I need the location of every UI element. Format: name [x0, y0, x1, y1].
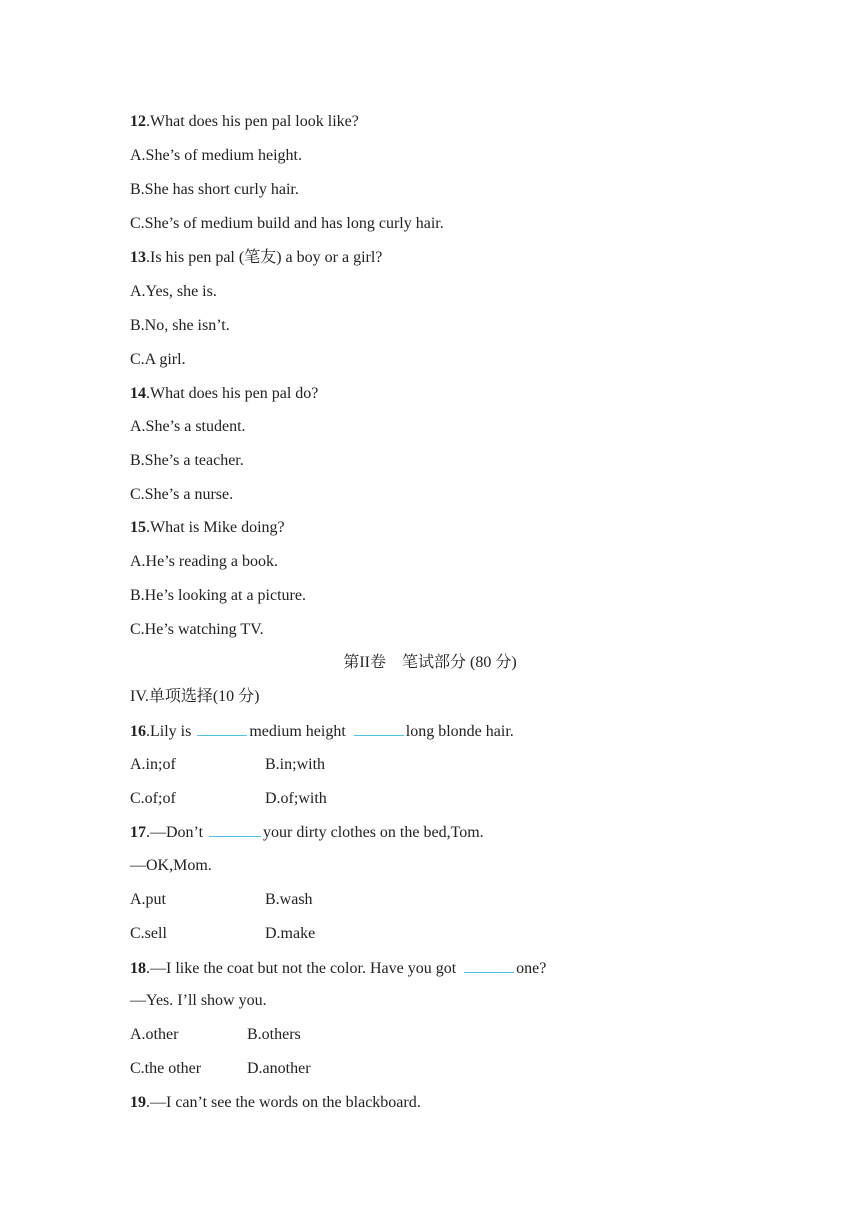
question-number: 16	[130, 723, 146, 740]
answer-blank	[354, 721, 404, 736]
option-b: B.wash	[265, 891, 313, 908]
question-number: 15	[130, 519, 146, 536]
question-text: .—Don’t	[146, 824, 204, 841]
answer-blank	[197, 721, 247, 736]
question-14	[130, 384, 318, 404]
question-text: .What is Mike doing?	[146, 519, 285, 536]
question-19	[130, 1093, 421, 1113]
option-a: A.He’s reading a book.	[130, 553, 278, 570]
option-a: A.put	[130, 891, 166, 908]
section-name: 笔试部分	[401, 654, 466, 671]
question-12	[130, 112, 359, 132]
option-c: C.the other	[130, 1060, 202, 1077]
question-reply: —Yes. I’ll show you.	[130, 992, 267, 1009]
section-score: (80 分)	[470, 654, 517, 671]
question-number: 14	[130, 385, 146, 402]
section-heading	[0, 653, 860, 673]
option-a: A.in;of	[130, 756, 176, 773]
option-b: B.No, she isn’t.	[130, 317, 230, 334]
question-text: .Lily is	[146, 723, 192, 740]
answer-blank	[209, 822, 261, 837]
question-text: your dirty clothes on the bed,Tom.	[263, 824, 484, 841]
question-number: 12	[130, 113, 146, 130]
option-c: C.sell	[130, 925, 167, 942]
option-d: D.of;with	[265, 790, 327, 807]
question-text: one?	[516, 960, 547, 977]
part-title: IV.单项选择(10 分)	[130, 688, 260, 705]
option-c: C.She’s a nurse.	[130, 486, 234, 503]
option-b: B.in;with	[265, 756, 326, 773]
question-17	[130, 822, 484, 843]
option-b: B.others	[247, 1026, 301, 1043]
question-16	[130, 721, 514, 742]
question-text: .—I like the coat but not the color. Have you got	[146, 960, 457, 977]
question-18	[130, 958, 546, 979]
option-a: A.Yes, she is.	[130, 283, 217, 300]
answer-blank	[464, 958, 514, 973]
question-number: 13	[130, 249, 146, 266]
option-a: A.other	[130, 1026, 179, 1043]
question-number: 19	[130, 1094, 146, 1111]
option-c: C.of;of	[130, 790, 176, 807]
question-number: 17	[130, 824, 146, 841]
question-text: .What does his pen pal look like?	[146, 113, 359, 130]
option-a: A.She’s of medium height.	[130, 147, 302, 164]
section-volume: 第II卷	[343, 654, 386, 671]
option-b: B.He’s looking at a picture.	[130, 587, 306, 604]
option-b: B.She has short curly hair.	[130, 181, 299, 198]
option-a: A.She’s a student.	[130, 418, 246, 435]
question-text: .What does his pen pal do?	[146, 385, 319, 402]
question-reply: —OK,Mom.	[130, 857, 212, 874]
option-c: C.He’s watching TV.	[130, 621, 264, 638]
option-d: D.another	[247, 1060, 311, 1077]
question-15	[130, 518, 285, 538]
question-number: 18	[130, 960, 146, 977]
option-c: C.She’s of medium build and has long curly hair.	[130, 215, 444, 232]
option-d: D.make	[265, 925, 316, 942]
question-text: long blonde hair.	[405, 723, 514, 740]
option-c: C.A girl.	[130, 351, 186, 368]
question-text: .Is his pen pal (笔友) a boy or a girl?	[146, 249, 383, 266]
question-text: medium height	[249, 723, 346, 740]
option-b: B.She’s a teacher.	[130, 452, 244, 469]
question-13	[130, 248, 382, 268]
question-text: .—I can’t see the words on the blackboard.	[146, 1094, 421, 1111]
